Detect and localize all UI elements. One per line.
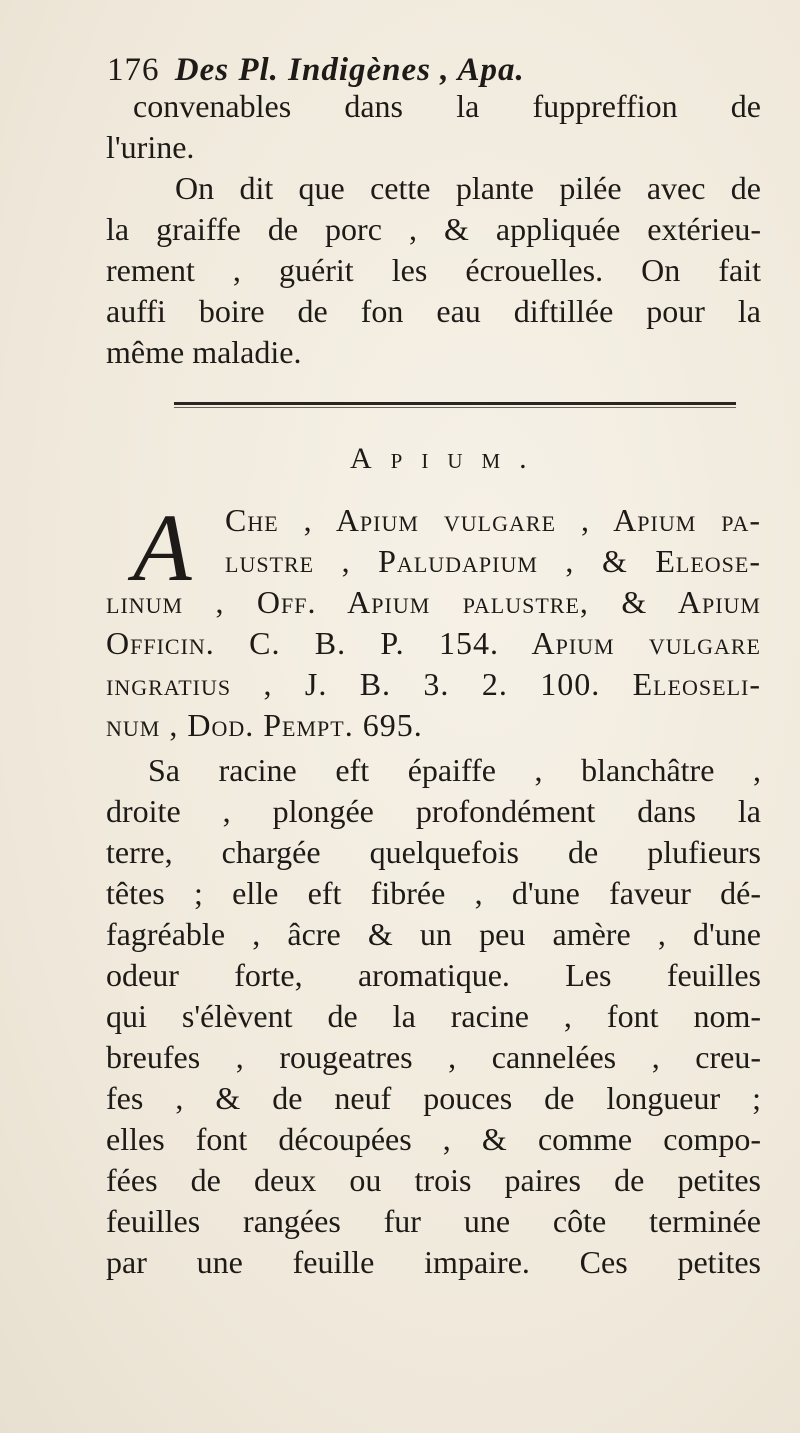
text-line: ingratius , J. B. 3. 2. 100. Eleoseli- [106,666,761,702]
paragraph-description [106,750,761,1283]
text-line: auffi boire de fon eau diftillée pour la [106,293,761,329]
synonymy-block [106,494,761,746]
running-header [107,52,767,89]
text-line: qui s'élèvent de la racine , font nom- [106,998,761,1034]
text-line: lustre , Paludapium , & Eleose- [225,543,761,579]
text-line: elles font découpées , & comme compo- [106,1121,761,1157]
text-line: feuilles rangées fur une côte terminée [106,1203,761,1239]
text-line: Che , Apium vulgare , Apium pa- [225,502,761,538]
text-line: rement , guérit les écrouelles. On fait [106,252,761,288]
text-line: par une feuille impaire. Ces petites [106,1244,761,1280]
text-line: num , Dod. Pempt. 695. [106,707,423,743]
text-line: fes , & de neuf pouces de longueur ; [106,1080,761,1116]
section-divider-thin [174,407,736,408]
text-line: la graiffe de porc , & appliquée extérieu- [106,211,761,247]
section-divider [174,402,736,405]
section-title: Apium. [350,442,546,475]
text-line: convenables dans la fuppreffion de [133,88,761,124]
drop-cap: A [133,494,192,601]
paragraph-continuation [106,86,761,168]
text-line: breufes , rougeatres , cannelées , creu- [106,1039,761,1075]
text-line: On dit que cette plante pilée avec de [175,170,761,206]
text-line: fées de deux ou trois paires de petites [106,1162,761,1198]
text-line: linum , Off. Apium palustre, & Apium [106,584,761,620]
text-line: terre, chargée quelquefois de plufieurs [106,834,761,870]
text-line: odeur forte, aromatique. Les feuilles [106,957,761,993]
text-line: droite , plongée profondément dans la [106,793,761,829]
text-line: même maladie. [106,334,302,370]
text-line: fagréable , âcre & un peu amère , d'une [106,916,761,952]
text-line: l'urine. [106,129,195,165]
page-number: 176 [107,52,160,88]
running-title: Des Pl. Indigènes , Apa. [174,52,525,88]
text-line: Officin. C. B. P. 154. Apium vulgare [106,625,761,661]
paragraph-ecrouelles [106,168,761,373]
text-line: têtes ; elle eft fibrée , d'une faveur dé- [106,875,761,911]
text-line: Sa racine eft épaiffe , blanchâtre , [148,752,761,788]
